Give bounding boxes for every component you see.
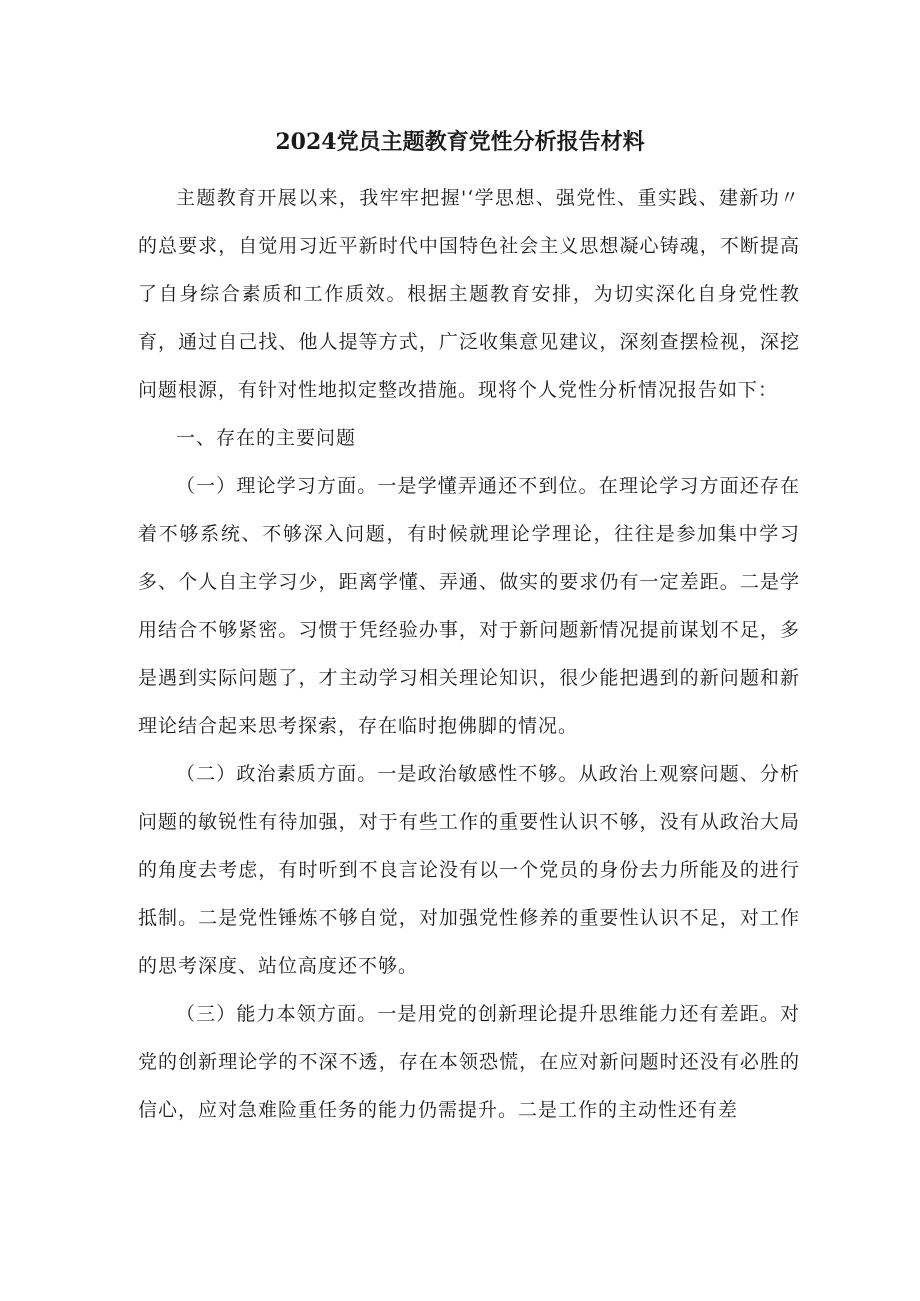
intro-paragraph: 主题教育开展以来，我牢牢把握'‘学思想、强党性、重实践、建新功〃的总要求，自觉用习近平新时代中国特色社会主义思想凝心铸魂，不断提高了自身综合素质和工作质效。根据主题教育安排，为切实深化自身党性教育，通过自己找、他人提等方式，广泛收集意见建议，深刻查摆检视，深挖问题根源，有针对性地拟定整改措施。现将个人党性分析情况报告如下：: [138, 187, 800, 401]
subsection-political-quality: （二）政治素质方面。一是政治敏感性不够。从政治上观察问题、分析问题的敏锐性有待加强，对于有些工作的重要性认识不够，没有从政治大局的角度去考虑，有时听到不良言论没有以一个党员的身份去力所能及的进行抵制。二是党性锤炼不够自觉，对加强党性修养的重要性认识不足，对工作的思考深度、站位高度还不够。: [138, 763, 800, 977]
section-heading: 一、存在的主要问题: [176, 427, 357, 449]
document-body: [138, 174, 800, 1134]
document-title: 2024党员主题教育党性分析报告材料: [275, 129, 645, 155]
subsection-theory-study: （一）理论学习方面。一是学懂弄通还不到位。在理论学习方面还存在着不够系统、不够深入问题，有时候就理论学理论，往往是参加集中学习多、个人自主学习少，距离学懂、弄通、做实的要求仍有一定差距。二是学用结合不够紧密。习惯于凭经验办事，对于新问题新情况提前谋划不足，多是遇到实际问题了，才主动学习相关理论知识，很少能把遇到的新问题和新理论结合起来思考探索，存在临时抱佛脚的情况。: [138, 475, 800, 737]
subsection-ability: （三）能力本领方面。一是用党的创新理论提升思维能力还有差距。对党的创新理论学的不深不透，存在本领恐慌，在应对新问题时还没有必胜的信心，应对急难险重任务的能力仍需提升。二是工作的主动性还有差: [138, 1003, 800, 1121]
